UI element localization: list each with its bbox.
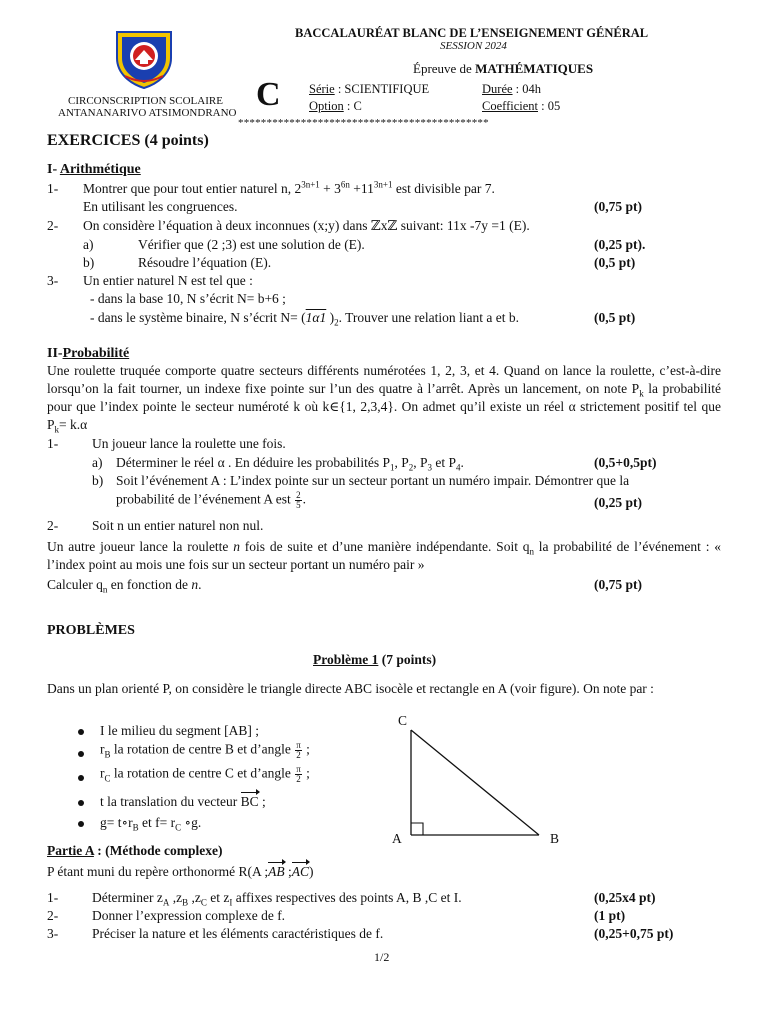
proba-q2-calc-n: n: [191, 577, 199, 592]
serie-field: [309, 82, 429, 97]
arith-q1-c: +11: [349, 181, 374, 196]
proba-q2-num: 2-: [47, 518, 59, 533]
partie-a-heading: [47, 843, 222, 859]
proba-q2-calc-a: Calculer q: [47, 577, 103, 592]
b3-fd: 2: [296, 774, 301, 784]
probleme1-label: Problème 1: [313, 652, 379, 667]
bullet-dot: [78, 800, 84, 806]
bullet-dot: [78, 821, 84, 827]
option-label: Option: [309, 99, 344, 113]
pa-q1-b: ,z: [169, 890, 183, 905]
vector-ab: AB: [268, 864, 285, 879]
b2-a: r: [100, 741, 105, 757]
arith-q1-text: [83, 181, 495, 197]
proba-q2-paragraph: [47, 538, 721, 574]
proba-intro-sub2: k: [54, 424, 60, 435]
proba-q1a-s4: 4: [456, 462, 461, 473]
coefficient-value: : 05: [538, 99, 561, 113]
proba-q2-calc-c: .: [198, 577, 202, 592]
partA-q1-text: [92, 890, 462, 906]
proba-q1a-label: a): [92, 455, 103, 470]
pa-q1-sC: C: [200, 897, 207, 908]
partA-q3-text: Préciser la nature et les éléments caractéristiques de f.: [92, 926, 384, 941]
arith-q2a-points: (0,25 pt).: [594, 237, 646, 252]
proba-q2-p1-n: n: [233, 539, 240, 554]
b2-fn: π: [296, 740, 301, 750]
arith-q2a-text: Vérifier que (2 ;3) est une solution de (E).: [138, 237, 365, 252]
vector-bc: BC: [240, 794, 259, 809]
probleme1-intro: Dans un plan orienté P, on considère le triangle directe ABC isocèle et rectangle en A (voir figure). On note par :: [47, 681, 654, 696]
arith-heading: [47, 162, 141, 178]
arith-q2-num: 2-: [47, 218, 59, 233]
proba-q1b-label: b): [92, 473, 104, 488]
arith-q2b-points: (0,5 pt): [594, 255, 636, 270]
arith-q3-num: 3-: [47, 273, 59, 288]
proba-title: Probabilité: [62, 346, 130, 361]
bullet-1: I le milieu du segment [AB] ;: [100, 723, 259, 738]
b3-fn: π: [296, 764, 301, 774]
pa-q1-e: affixes respectives des points A, B ,C et I.: [232, 890, 462, 905]
option-value: : C: [343, 99, 362, 113]
proba-q2-p1-sub: n: [529, 546, 534, 557]
proba-q1a-s1: 1: [389, 462, 395, 473]
b5-a: g= t∘r: [100, 815, 133, 830]
proba-q1b-line2: [116, 491, 306, 510]
arith-q3-points: (0,5 pt): [594, 310, 636, 325]
epreuve-prefix: Épreuve de: [413, 61, 476, 76]
frac-den: 5: [296, 500, 301, 510]
proba-q1a-e: .: [460, 455, 464, 470]
serie-label: Série: [309, 82, 335, 96]
proba-q1b-end: .: [302, 491, 306, 507]
proba-q1a-text: [116, 455, 464, 471]
bullet-4: [100, 794, 266, 810]
b3-a: r: [100, 765, 105, 781]
bullet-dot: [78, 729, 84, 735]
proba-intro-1: Une roulette truquée comporte quatre secteurs différents numérotées 1, 2, 3, et 4. Quand on lance la roulette, c’est-à-dire lorsqu’on la fait tourner, un indexe fixe pointe sur l’un des quatre à l’arrêt. Après un lancement, on note P: [47, 363, 721, 396]
b3-c: ;: [302, 765, 310, 781]
vertex-b-label: B: [550, 831, 560, 846]
arith-num: I-: [47, 162, 58, 177]
exercices-title: EXERCICES (4 points): [47, 132, 209, 149]
proba-q1b-points: (0,25 pt): [594, 495, 642, 510]
bullet-5: [100, 815, 201, 831]
proba-q1a-s2: 2: [408, 462, 414, 473]
proba-q1-num: 1-: [47, 436, 59, 451]
partA-q1-points: (0,25x4 pt): [594, 890, 656, 905]
pa-q1-sA: A: [162, 897, 170, 908]
probleme1-title: [313, 652, 436, 668]
arith-title: Arithmétique: [59, 162, 141, 177]
pa-q1-d: et z: [206, 890, 230, 905]
epreuve-line: [413, 61, 593, 77]
exam-session: SESSION 2024: [440, 40, 507, 52]
proba-q2-p1-b: fois de suite et d’une manière indépendante. Soit q: [239, 539, 530, 554]
partA-q3-points: (0,25+0,75 pt): [594, 926, 674, 941]
arith-q3-text: Un entier naturel N est tel que :: [83, 273, 253, 288]
arith-q3-line1: - dans la base 10, N s’écrit N= b+6 ;: [90, 291, 286, 306]
arith-q3-l2-a: - dans le système binaire, N s’écrit N= (: [90, 310, 306, 325]
b5-sub2: C: [175, 822, 182, 833]
pa-q1-a: Déterminer z: [92, 890, 163, 905]
partie-a-title: : (Méthode complexe): [93, 843, 223, 858]
repere-line: [47, 864, 313, 880]
arith-q1-line2: En utilisant les congruences.: [83, 199, 238, 214]
b2-sub: B: [104, 749, 111, 760]
b4-b: ;: [258, 794, 266, 809]
school-logo: [113, 28, 175, 90]
fraction-pi-over-2: [295, 765, 302, 784]
vertex-c-label: C: [398, 713, 408, 728]
option-field: [309, 99, 362, 114]
proba-q1a-points: (0,5+0,5pt): [594, 455, 657, 470]
proba-intro-2: la probabilité pour que l’index pointe le secteur numéroté k où k∈{1, 2,3,4}. On admet qu’il existe un réel α strictement positif tel que P: [47, 381, 721, 432]
duree-label: Durée: [482, 82, 513, 96]
vector-ac: AC: [291, 864, 309, 879]
triangle-figure: [385, 710, 565, 850]
arith-q2-text: On considère l’équation à deux inconnues (x;y) dans ℤxℤ suivant: 11x -7y =1 (E).: [83, 218, 530, 233]
arith-q1-exp1: 3n+1: [301, 179, 320, 190]
partA-q1-num: 1-: [47, 890, 59, 905]
duree-field: [482, 82, 541, 97]
pa-q1-c: ,z: [188, 890, 201, 905]
coefficient-field: [482, 99, 560, 114]
arith-q3-l2-sub: 2: [334, 317, 339, 328]
partA-q3-num: 3-: [47, 926, 59, 941]
frac-num: 2: [296, 490, 301, 500]
proba-intro-3: = k.α: [59, 417, 88, 432]
b5-b: et f= r: [138, 815, 176, 830]
proba-q1a-s3: 3: [427, 462, 433, 473]
arith-q1-exp2: 6n: [340, 179, 350, 190]
pa-q1-sB: B: [182, 897, 189, 908]
b3-sub: C: [104, 773, 111, 784]
repere-b: ): [308, 864, 314, 879]
arith-q1-exp3: 3n+1: [373, 179, 393, 190]
arith-q1-points: (0,75 pt): [594, 199, 642, 214]
stars-separator: ********************************************: [238, 117, 489, 129]
proba-q1a-b: , P: [394, 455, 409, 470]
bullet-dot: [78, 775, 84, 781]
series-letter: C: [256, 76, 281, 113]
proba-num: II-: [47, 346, 63, 361]
b5-sub1: B: [132, 822, 139, 833]
proba-q2-points: (0,75 pt): [594, 577, 642, 592]
proba-q2-calc-sub: n: [102, 584, 108, 595]
bullet-dot: [78, 751, 84, 757]
arith-q1-a: Montrer que pour tout entier naturel n, 2: [83, 181, 302, 196]
vertex-a-label: A: [392, 831, 402, 846]
circonscription-line2: ANTANANARIVO ATSIMONDRANO: [58, 107, 237, 119]
binary-number-overline: 1α1: [305, 310, 327, 325]
fraction-pi-over-2: [295, 741, 302, 760]
arith-q1-b: + 3: [319, 181, 341, 196]
proba-q1-text: Un joueur lance la roulette une fois.: [92, 436, 286, 451]
partie-a-label: Partie A: [47, 843, 94, 858]
proba-q2-calc-b: en fonction de: [107, 577, 192, 592]
circonscription-line1: CIRCONSCRIPTION SCOLAIRE: [68, 95, 223, 107]
fraction-two-fifths: [295, 491, 302, 510]
b5-c: ∘g.: [181, 815, 202, 830]
proba-q1b-line2-text: probabilité de l’événement A est: [116, 491, 291, 507]
proba-q2-calc: [47, 577, 201, 593]
partA-q2-text: Donner l’expression complexe de f.: [92, 908, 286, 923]
proba-q2-p1-c: la probabilité de l’événement : « l’index point au mois une fois sur un secteur portant un numéro pair »: [47, 539, 721, 572]
proba-q1a-d: et P: [432, 455, 457, 470]
arith-q3-line2: [90, 310, 519, 326]
duree-value: : 04h: [512, 82, 542, 96]
arith-q1-d: est divisible par 7.: [392, 181, 495, 196]
proba-q2-p1-a: Un autre joueur lance la roulette: [47, 539, 234, 554]
coefficient-label: Coefficient: [482, 99, 538, 113]
serie-value: : SCIENTIFIQUE: [334, 82, 430, 96]
arith-q3-l2-c: . Trouver une relation liant a et b.: [338, 310, 519, 325]
arith-q1-num: 1-: [47, 181, 59, 196]
arith-q2b-text: Résoudre l’équation (E).: [138, 255, 272, 270]
arith-q2a-label: a): [83, 237, 94, 252]
b2-fd: 2: [296, 750, 301, 760]
proba-heading: [47, 346, 129, 362]
partA-q2-num: 2-: [47, 908, 59, 923]
b2-c: ;: [302, 741, 310, 757]
b2-b: la rotation de centre B et d’angle: [110, 741, 291, 757]
proba-q1a-c: , P: [413, 455, 428, 470]
proba-q1a-a: Déterminer le réel α . En déduire les probabilités P: [116, 455, 390, 470]
exam-title: BACCALAURÉAT BLANC DE L’ENSEIGNEMENT GÉNÉRAL: [295, 26, 649, 40]
proba-q2-text: Soit n un entier naturel non nul.: [92, 518, 264, 533]
arith-q2b-label: b): [83, 255, 95, 270]
probleme1-points: (7 points): [378, 652, 437, 667]
partA-q2-points: (1 pt): [594, 908, 626, 923]
repere-sep: ;: [284, 864, 292, 879]
page-number: 1/2: [374, 950, 390, 964]
bullet-3: [100, 765, 310, 784]
pa-q1-sI: I: [229, 897, 233, 908]
b3-b: la rotation de centre C et d’angle: [110, 765, 291, 781]
repere-a: P étant muni du repère orthonormé R(A ;: [47, 864, 269, 879]
epreuve-subject: MATHÉMATIQUES: [475, 61, 594, 76]
proba-q1b-text: Soit l’événement A : L’index pointe sur un secteur portant un numéro impair. Démontrer que la: [116, 473, 630, 488]
arith-q3-l2-b: ): [326, 310, 335, 325]
problemes-title: PROBLÈMES: [47, 623, 135, 638]
b4-a: t la translation du vecteur: [100, 794, 241, 809]
proba-intro: [47, 362, 721, 434]
proba-intro-sub: k: [639, 388, 644, 399]
bullet-2: [100, 741, 310, 760]
